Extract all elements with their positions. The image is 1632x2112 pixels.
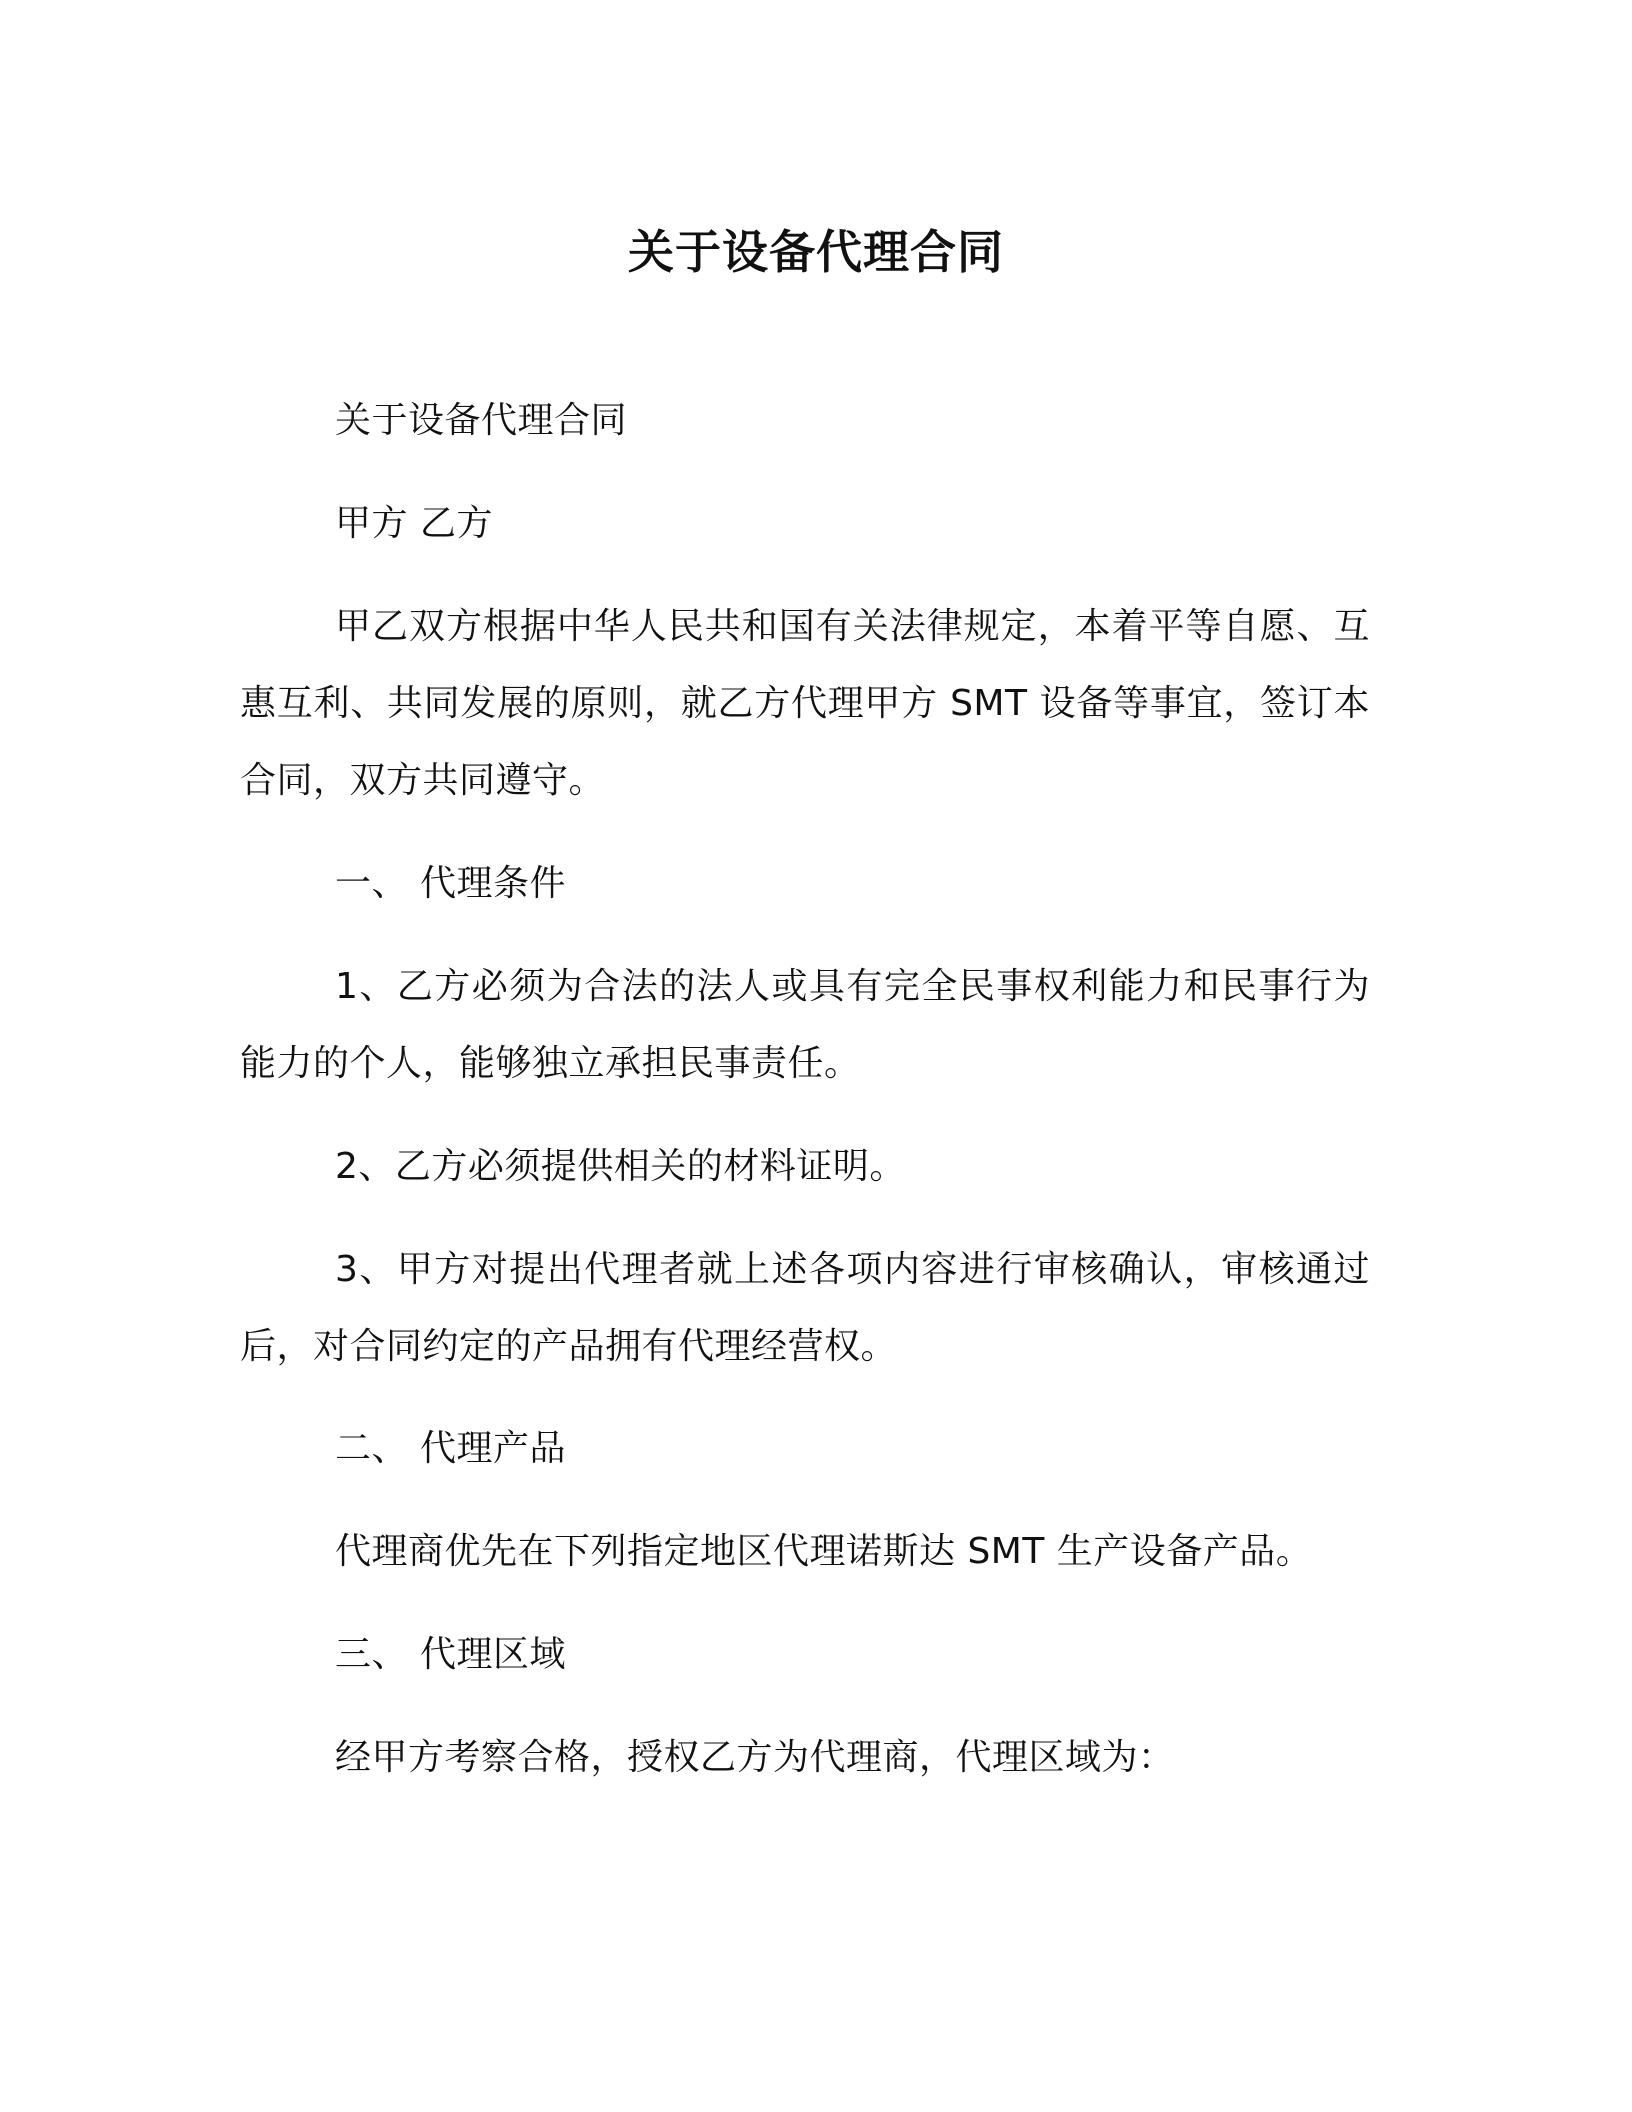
product-paragraph: 代理商优先在下列指定地区代理诺斯达 SMT 生产设备产品。 (335, 1531, 1313, 1572)
document-title: 关于设备代理合同 (628, 225, 1004, 279)
region-paragraph: 经甲方考察合格，授权乙方为代理商，代理区域为： (335, 1737, 1175, 1778)
parties-line: 甲方 乙方 (335, 503, 493, 544)
clause-1-2: 2、乙方必须提供相关的材料证明。 (335, 1146, 906, 1187)
section-heading-2: 二、 代理产品 (335, 1428, 566, 1469)
clause-1-1: 1、乙方必须为合法的法人或具有完全民事权利能力和民事行为能力的个人，能够独立承担民事责任。 (240, 966, 1370, 1084)
section-heading-3: 三、 代理区域 (335, 1634, 566, 1675)
section-heading-1: 一、 代理条件 (335, 863, 566, 904)
clause-1-3: 3、甲方对提出代理者就上述各项内容进行审核确认，审核通过后，对合同约定的产品拥有代理经营权。 (240, 1249, 1370, 1367)
contract-heading: 关于设备代理合同 (335, 400, 628, 441)
preamble-paragraph: 甲乙双方根据中华人民共和国有关法律规定，本着平等自愿、互惠互利、共同发展的原则，就乙方代理甲方 SMT 设备等事宜，签订本合同，双方共同遵守。 (240, 606, 1370, 801)
